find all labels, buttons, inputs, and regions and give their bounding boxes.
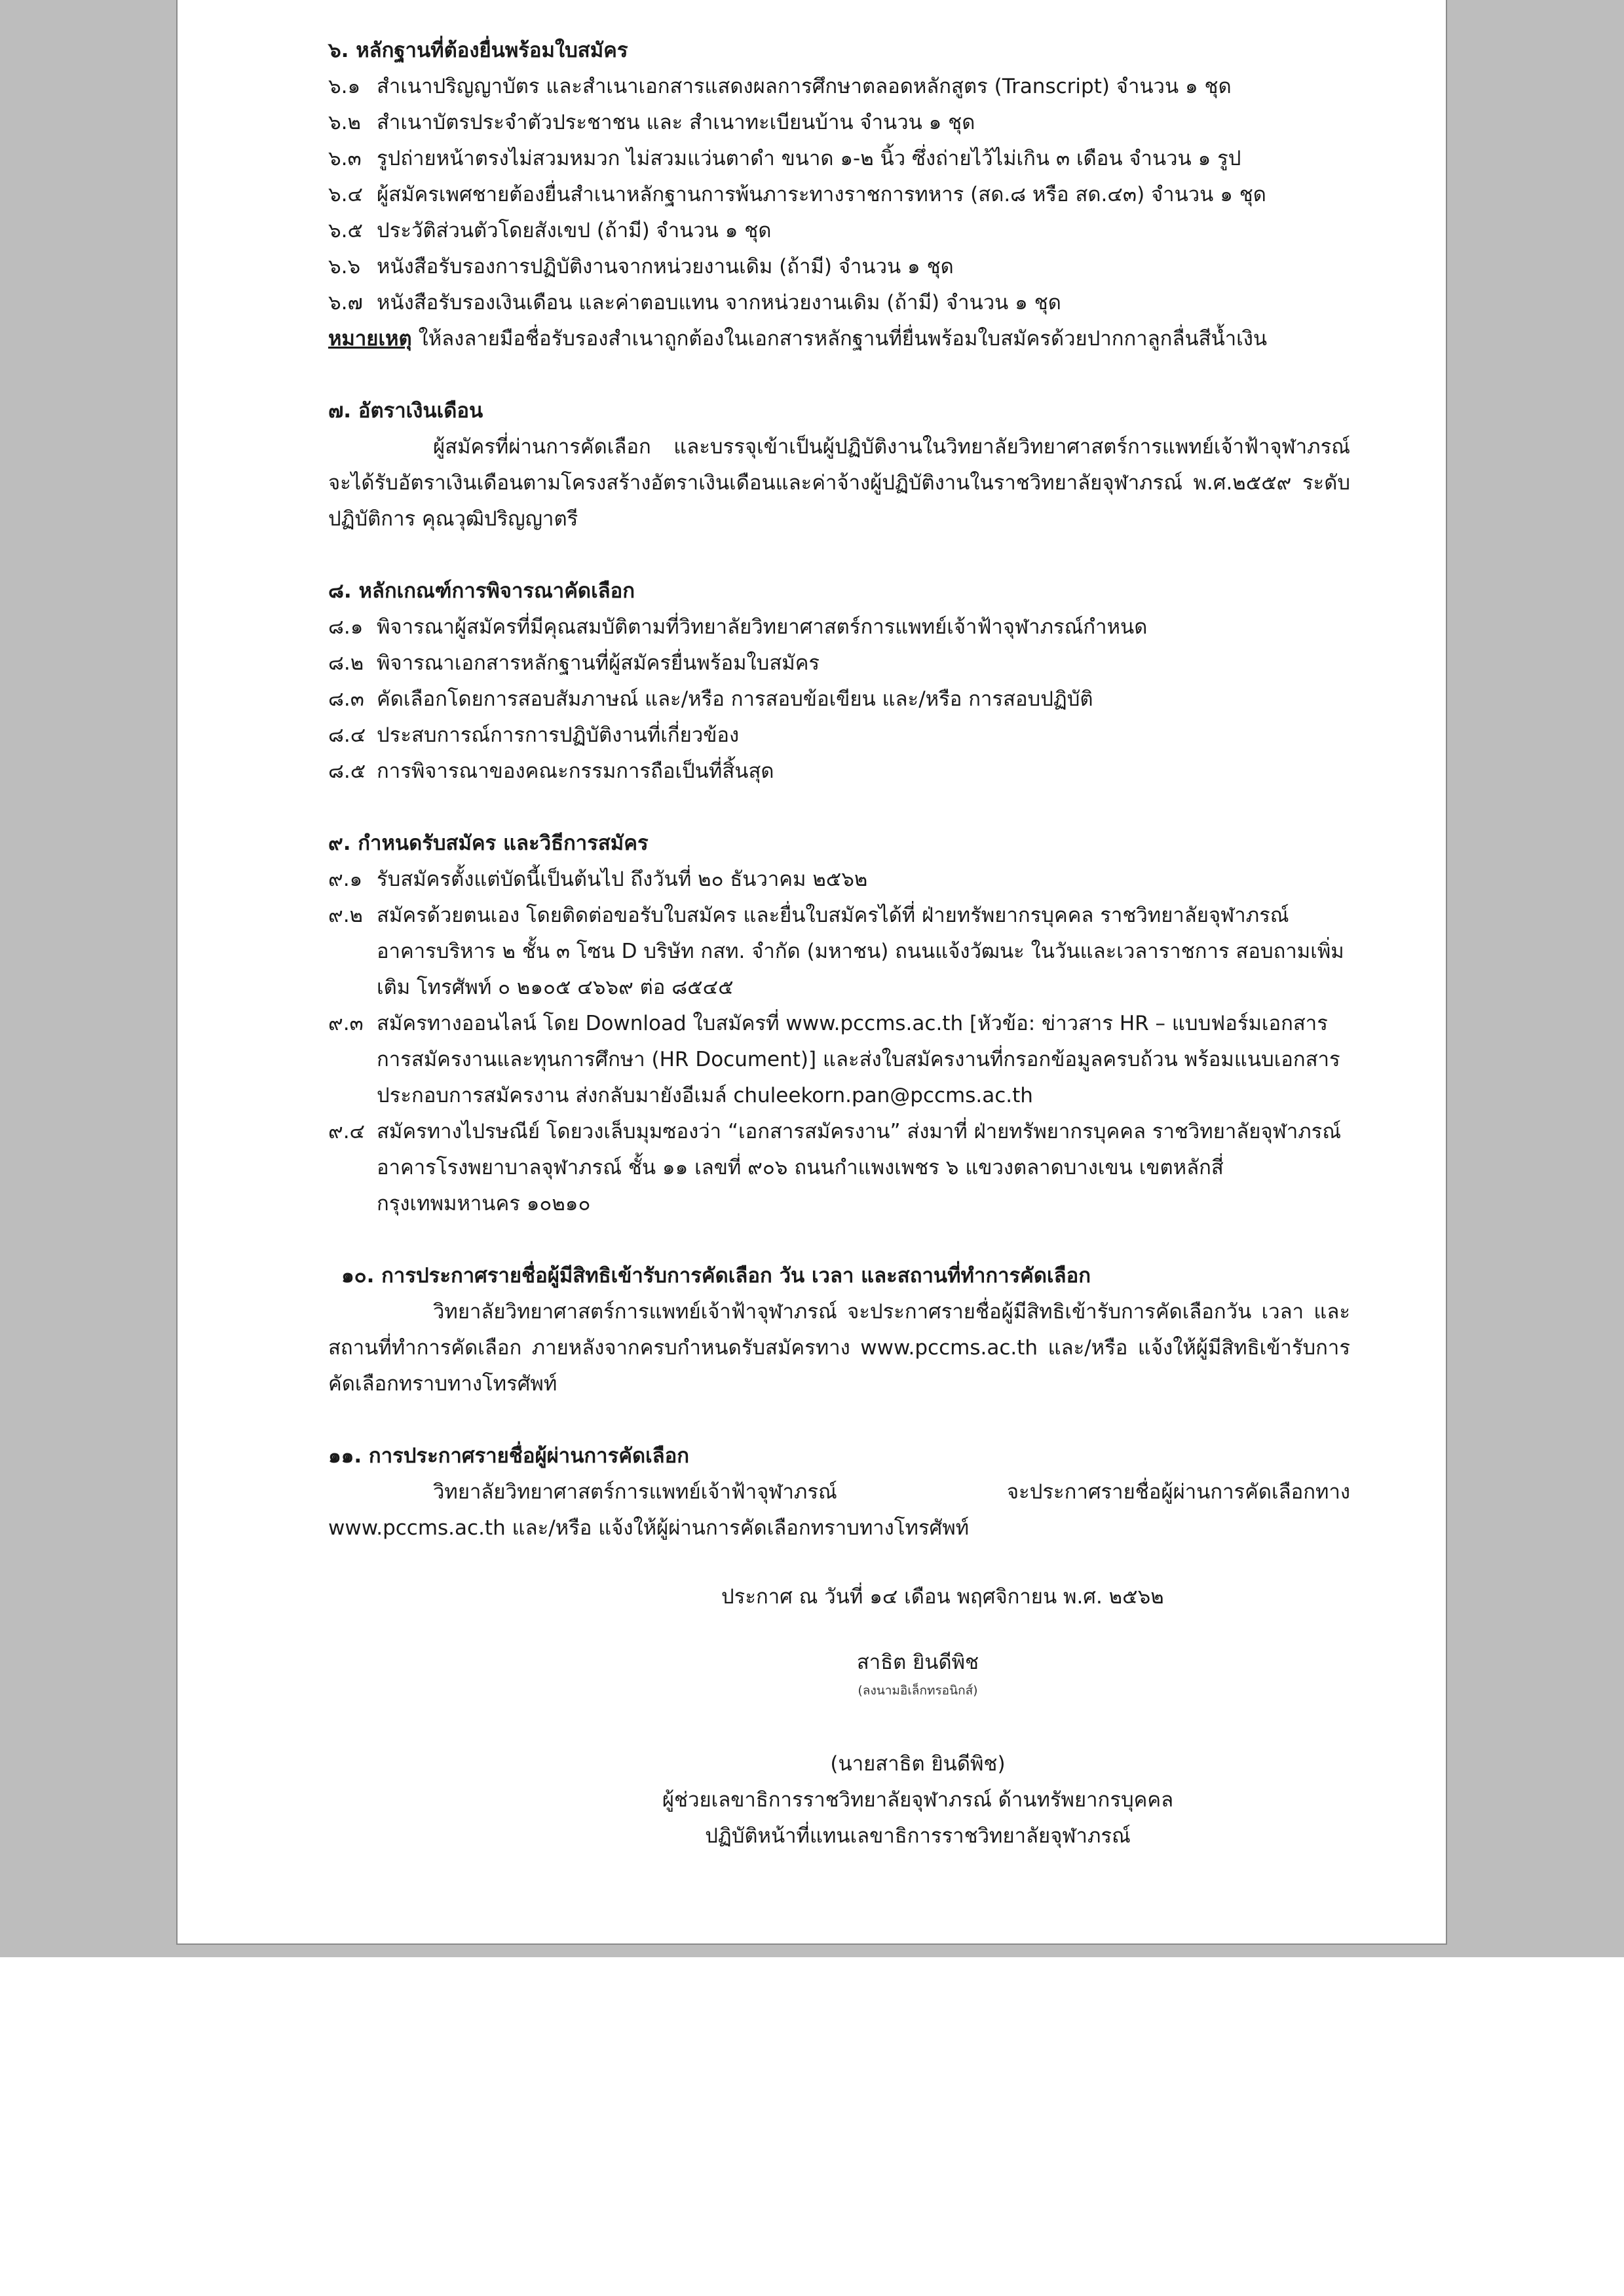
item-text: การพิจารณาของคณะกรรมการถือเป็นที่สิ้นสุด [377,759,774,783]
note-label: หมายเหตุ [328,327,412,351]
note-text: ให้ลงลายมือชื่อรับรองสำเนาถูกต้องในเอกสารหลักฐานที่ยื่นพร้อมใบสมัครด้วยปากกาลูกลื่นสีน้ำเงิน [418,327,1268,351]
item-text: คัดเลือกโดยการสอบสัมภาษณ์ และ/หรือ การสอบข้อเขียน และ/หรือ การสอบปฏิบัติ [377,687,1093,711]
signer-name: สาธิต ยินดีพิช [856,1651,979,1674]
item-number: ๖.๗ [328,291,363,315]
item-number: ๙.๑ [328,868,363,891]
section-heading: ๙. กำหนดรับสมัคร และวิธีการสมัคร [328,832,649,855]
item-text: หนังสือรับรองการปฏิบัติงานจากหน่วยงานเดิม (ถ้ามี) จำนวน ๑ ชุด [377,255,954,278]
item-text: พิจารณาผู้สมัครที่มีคุณสมบัติตามที่วิทยาลัยวิทยาศาสตร์การแพทย์เจ้าฟ้าจุฬาภรณ์กำหนด [377,615,1148,639]
list-item [328,105,1350,141]
item-text: ประวัติส่วนตัวโดยสังเขป (ถ้ามี) จำนวน ๑ ชุด [377,219,772,242]
item-text: ประสบการณ์การการปฏิบัติงานที่เกี่ยวข้อง [377,723,740,747]
item-text: สมัครด้วยตนเอง โดยติดต่อขอรับใบสมัคร และยื่นใบสมัครได้ที่ ฝ่ายทรัพยากรบุคคล ราชวิทยาลัยจุฬาภรณ์ อาคารบริหาร ๒ ชั้น ๓ โซน D บริษัท กสท. จำกัด (มหาชน) ถนนแจ้งวัฒนะ ในวันและเวลาราชการ สอบถามเพิ่มเติม โทรศัพท์ ๐ ๒๑๐๕ ๔๖๖๙ ต่อ ๘๕๔๕ [377,904,1344,999]
list-item [328,898,1350,1006]
document-page [176,0,1447,1945]
item-text: พิจารณาเอกสารหลักฐานที่ผู้สมัครยื่นพร้อมใบสมัคร [377,651,820,675]
list-item [328,69,1350,105]
section-paragraph: ผู้สมัครที่ผ่านการคัดเลือก และบรรจุเข้าเป็นผู้ปฏิบัติงานในวิทยาลัยวิทยาศาสตร์การแพทย์เจ้าฟ้าจุฬาภรณ์ จะได้รับอัตราเงินเดือนตามโครงสร้างอัตราเงินเดือนและค่าจ้างผู้ปฏิบัติงานในราชวิทยาลัยจุฬาภรณ์ พ.ศ.๒๕๕๙ ระดับปฏิบัติการ คุณวุฒิปริญญาตรี [328,435,1350,531]
item-text: สมัครทางออนไลน์ โดย Download ใบสมัครที่ www.pccms.ac.th [หัวข้อ: ข่าวสาร HR – แบบฟอร์มเอกสารการสมัครงานและทุนการศึกษา (HR Document)] และส่งใบสมัครงานที่กรอกข้อมูลครบถ้วน พร้อมแนบเอกสารประกอบการสมัครงาน ส่งกลับมายังอีเมล์ chuleekorn.pan@pccms.ac.th [377,1012,1340,1107]
list-item [328,213,1350,249]
list-item [328,754,1350,790]
section-heading: ๖. หลักฐานที่ต้องยื่นพร้อมใบสมัคร [328,39,628,62]
section-6 [328,33,1350,357]
e-sign-note: (ลงนามอิเล็กทรอนิกส์) [858,1683,978,1698]
position-line-2: ปฏิบัติหน้าที่แทนเลขาธิการราชวิทยาลัยจุฬาภรณ์ [705,1824,1131,1848]
item-number: ๖.๕ [328,219,363,242]
signer-full-name: (นายสาธิต ยินดีพิช) [830,1752,1006,1776]
item-number: ๘.๒ [328,651,364,675]
list-item [328,645,1350,681]
item-number: ๘.๕ [328,759,366,783]
item-number: ๖.๔ [328,183,363,206]
section-7 [328,393,1350,537]
section-9 [328,826,1350,1222]
section-heading: ๑๑. การประกาศรายชื่อผู้ผ่านการคัดเลือก [328,1444,690,1468]
section-heading: ๑๐. การประกาศรายชื่อผู้มีสิทธิเข้ารับการคัดเลือก วัน เวลา และสถานที่ทำการคัดเลือก [341,1264,1091,1288]
list-item [328,141,1350,177]
item-number: ๖.๖ [328,255,361,278]
signer-position [656,1746,1180,1854]
position-line-1: ผู้ช่วยเลขาธิการราชวิทยาลัยจุฬาภรณ์ ด้านทรัพยากรบุคคล [662,1788,1174,1812]
item-text: สำเนาบัตรประจำตัวประชาชน และ สำเนาทะเบียนบ้าน จำนวน ๑ ชุด [377,111,975,134]
page-content [328,33,1350,1582]
item-number: ๙.๔ [328,1120,366,1143]
list-item [328,1006,1350,1114]
item-text: รับสมัครตั้งแต่บัดนี้เป็นต้นไป ถึงวันที่ ๒๐ ธันวาคม ๒๕๖๒ [377,868,868,891]
item-number: ๘.๔ [328,723,366,747]
item-text: หนังสือรับรองเงินเดือน และค่าตอบแทน จากหน่วยงานเดิม (ถ้ามี) จำนวน ๑ ชุด [377,291,1061,315]
item-number: ๖.๒ [328,111,361,134]
list-item [328,609,1350,645]
section-11 [328,1438,1350,1546]
section-10 [328,1258,1350,1402]
item-number: ๙.๒ [328,904,363,927]
item-text: รูปถ่ายหน้าตรงไม่สวมหมวก ไม่สวมแว่นตาดำ ขนาด ๑-๒ นิ้ว ซึ่งถ่ายไว้ไม่เกิน ๓ เดือน จำนวน ๑ รูป [377,147,1241,170]
item-number: ๖.๑ [328,75,361,98]
section-heading: ๗. อัตราเงินเดือน [328,399,483,423]
item-number: ๙.๓ [328,1012,364,1035]
section-8 [328,573,1350,790]
list-item [328,285,1350,321]
list-item [328,681,1350,718]
list-item [328,862,1350,898]
item-text: สำเนาปริญญาบัตร และสำเนาเอกสารแสดงผลการศึกษาตลอดหลักสูตร (Transcript) จำนวน ๑ ชุด [377,75,1232,98]
list-item [328,177,1350,213]
section-paragraph: วิทยาลัยวิทยาศาสตร์การแพทย์เจ้าฟ้าจุฬาภรณ์ จะประกาศรายชื่อผู้มีสิทธิเข้ารับการคัดเลือกวัน เวลา และสถานที่ทำการคัดเลือก ภายหลังจากครบกำหนดรับสมัครทาง www.pccms.ac.th และ/หรือ แจ้งให้ผู้มีสิทธิเข้ารับการคัดเลือกทราบทางโทรศัพท์ [328,1300,1350,1396]
list-item [328,718,1350,754]
item-number: ๘.๓ [328,687,364,711]
list-item [328,249,1350,285]
item-number: ๖.๓ [328,147,362,170]
note [328,321,1350,357]
signer-block [721,1645,1114,1700]
item-number: ๘.๑ [328,615,364,639]
list-item [328,1114,1350,1222]
item-text: ผู้สมัครเพศชายต้องยื่นสำเนาหลักฐานการพ้นภาระทางราชการทหาร (สด.๘ หรือ สด.๔๓) จำนวน ๑ ชุด [377,183,1266,206]
section-paragraph: วิทยาลัยวิทยาศาสตร์การแพทย์เจ้าฟ้าจุฬาภรณ์ จะประกาศรายชื่อผู้ผ่านการคัดเลือกทาง www.pccms.ac.th และ/หรือ แจ้งให้ผู้ผ่านการคัดเลือกทราบทางโทรศัพท์ [328,1480,1350,1540]
item-text: สมัครทางไปรษณีย์ โดยวงเล็บมุมซองว่า “เอกสารสมัครงาน” ส่งมาที่ ฝ่ายทรัพยากรบุคคล ราชวิทยาลัยจุฬาภรณ์ อาคารโรงพยาบาลจุฬาภรณ์ ชั้น ๑๑ เลขที่ ๙๐๖ ถนนกำแพงเพชร ๖ แขวงตลาดบางเขน เขตหลักสี่ กรุงเทพมหานคร ๑๐๒๑๐ [377,1120,1342,1215]
section-heading: ๘. หลักเกณฑ์การพิจารณาคัดเลือก [328,579,635,603]
announce-date: ประกาศ ณ วันที่ ๑๔ เดือน พฤศจิกายน พ.ศ. ๒๕๖๒ [721,1585,1164,1609]
